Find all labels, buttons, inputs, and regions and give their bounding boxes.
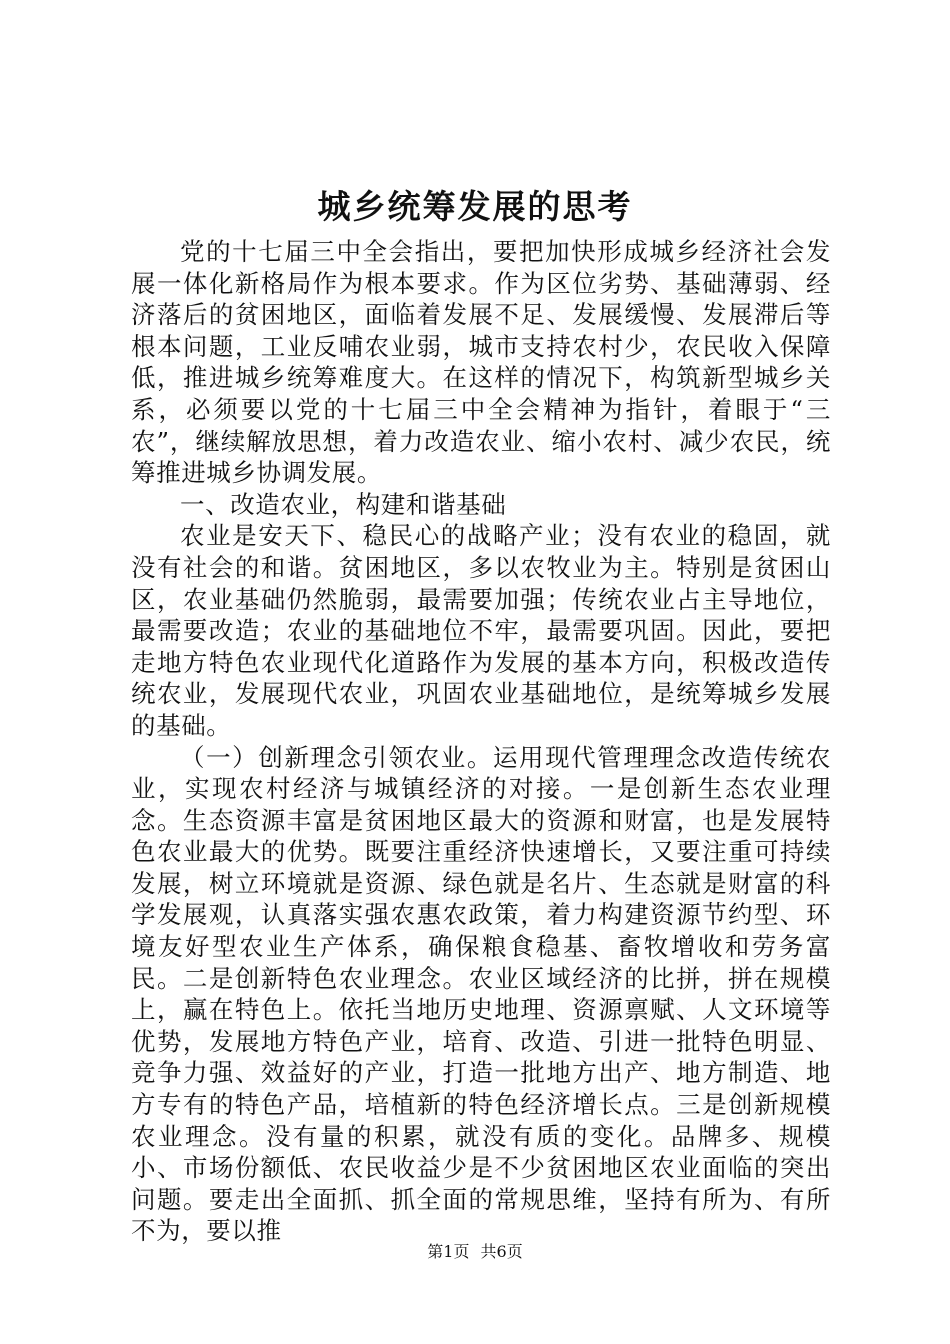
paragraph-innovation: （一）创新理念引领农业。运用现代管理理念改造传统农业，实现农村经济与城镇经济的对接。一是创新生态农业理念。生态资源丰富是贫困地区最大的资源和财富，也是发展特色农业最大的优势。既要注重经济快速增长，又要注重可持续发展，树立环境就是资源、绿色就是名片、生态就是财富的科学发展观，认真落实强农惠农政策，着力构建资源节约型、环境友好型农业生产体系，确保粮食稳基、畜牧增收和劳务富民。二是创新特色农业理念。农业区域经济的比拼，拼在规模上，赢在特色上。依托当地历史地理、资源禀赋、人文环境等优势，发展地方特色产业，培育、改造、引进一批特色明显、竞争力强、效益好的产业，打造一批地方出产、地方制造、地方专有的特色产品，培植新的特色经济增长点。三是创新规模农业理念。没有量的积累，就没有质的变化。品牌多、规模小、市场份额低、农民收益少是不少贫困地区农业面临的突出问题。要走出全面抓、抓全面的常规思维，坚持有所为、有所不为，要以推 [131, 742, 831, 1246]
page-number: 第1页 [427, 1242, 470, 1261]
section-heading-1: 一、改造农业，构建和谐基础 [180, 489, 507, 519]
document-title: 城乡统筹发展的思考 [317, 187, 633, 226]
document-body [131, 236, 831, 1247]
page-total: 共6页 [480, 1242, 523, 1261]
page-footer [0, 1241, 950, 1263]
paragraph-intro: 党的十七届三中全会指出，要把加快形成城乡经济社会发展一体化新格局作为根本要求。作为区位劣势、基础薄弱、经济落后的贫困地区，面临着发展不足、发展缓慢、发展滞后等根本问题，工业反哺农业弱，城市支持农村少，农民收入保障低，推进城乡统筹难度大。在这样的情况下，构筑新型城乡关系，必须要以党的十七届三中全会精神为指针，着眼于“三农”，继续解放思想，着力改造农业、缩小农村、减少农民，统筹推进城乡协调发展。 [131, 237, 831, 488]
paragraph-agriculture: 农业是安天下、稳民心的战略产业；没有农业的稳固，就没有社会的和谐。贫困地区，多以农牧业为主。特别是贫困山区，农业基础仍然脆弱，最需要加强；传统农业占主导地位，最需要改造；农业的基础地位不牢，最需要巩固。因此，要把走地方特色农业现代化道路作为发展的基本方向，积极改造传统农业，发展现代农业，巩固农业基础地位，是统筹城乡发展的基础。 [131, 521, 831, 740]
